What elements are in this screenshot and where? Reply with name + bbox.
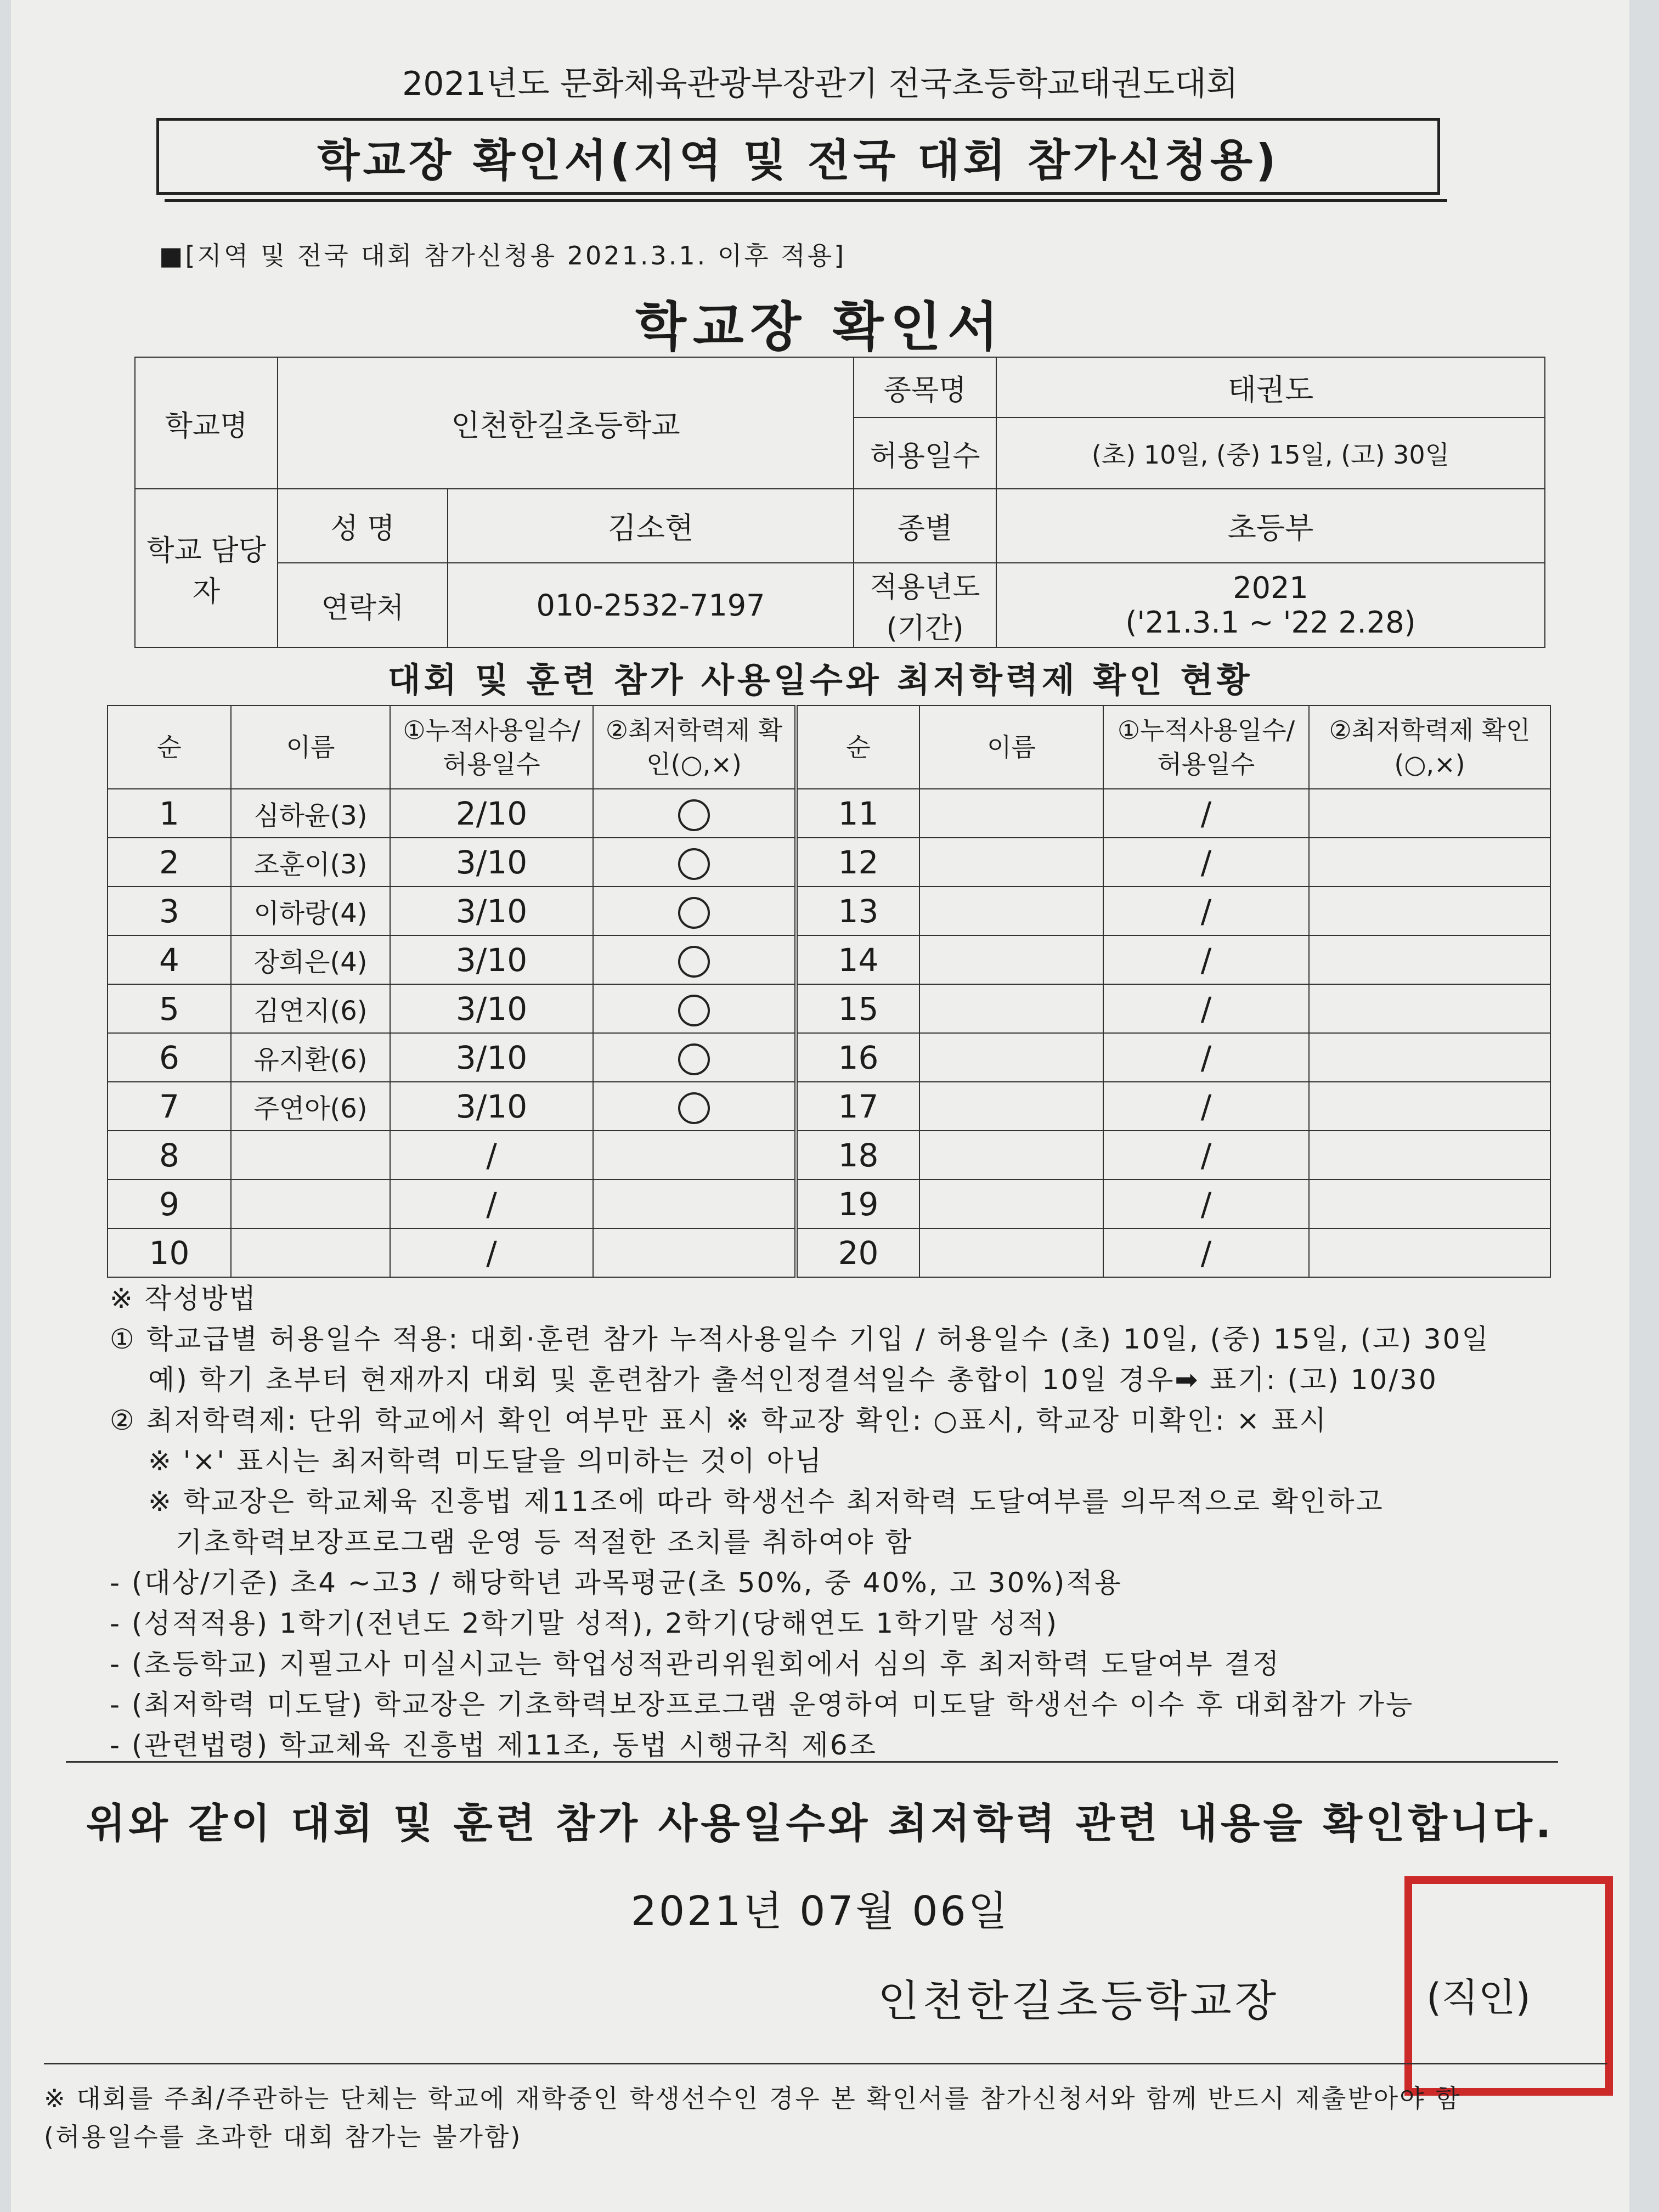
instruction-line: ② 최저학력제: 단위 학교에서 확인 여부만 표시 ※ 학교장 확인: ○표시, 학교장 미확인: × 표시 (110, 1404, 1328, 1436)
player-name (231, 1180, 390, 1228)
row-number: 15 (796, 984, 919, 1033)
header-name: 이름 (919, 706, 1103, 789)
academic-check (1309, 887, 1550, 935)
days-used: 3/10 (390, 1033, 593, 1082)
header-academic: ②최저학력제 확인(○,×) (1309, 706, 1550, 789)
days-used: / (1103, 838, 1309, 887)
footer-line: (허용일수를 초과한 대회 참가는 불가함) (44, 2122, 522, 2152)
player-name: 김연지(6) (231, 984, 390, 1033)
footer-note (44, 2079, 1462, 2156)
divider (66, 1761, 1558, 1763)
year-cell (996, 563, 1545, 647)
academic-check (593, 1131, 796, 1180)
days-used: / (390, 1180, 593, 1228)
year-value: 2021 (1233, 571, 1308, 605)
academic-check (1309, 984, 1550, 1033)
allowed-days-label: 허용일수 (854, 417, 996, 489)
player-name (231, 1228, 390, 1277)
player-name (919, 1228, 1103, 1277)
check-circle-mark (678, 946, 710, 978)
academic-check (1309, 1082, 1550, 1131)
row-number: 16 (796, 1033, 919, 1082)
instruction-line: - (대상/기준) 초4 ~고3 / 해당학년 과목평균(초 50%, 중 40%, 고 30%)적용 (110, 1567, 1122, 1599)
event-label: 종목명 (854, 357, 996, 417)
row-number: 20 (796, 1228, 919, 1277)
instruction-line: - (초등학교) 지필고사 미실시교는 학업성적관리위원회에서 심의 후 최저학력 도달여부 결정 (110, 1648, 1281, 1680)
days-used: / (1103, 1180, 1309, 1228)
table-row (108, 838, 1550, 887)
form-title: 학교장 확인서(지역 및 전국 대회 참가신청용) (317, 134, 1279, 186)
contact-label: 연락처 (278, 563, 448, 647)
instruction-line: - (성적적용) 1학기(전년도 2학기말 성적), 2학기(당해연도 1학기말 성적) (110, 1607, 1058, 1639)
academic-check (1309, 1180, 1550, 1228)
academic-check (593, 1082, 796, 1131)
days-used: 3/10 (390, 935, 593, 984)
player-name (919, 1033, 1103, 1082)
table-row (108, 789, 1550, 838)
row-number: 7 (108, 1082, 231, 1131)
header-name: 이름 (231, 706, 390, 789)
academic-check (593, 1228, 796, 1277)
player-name: 이하랑(4) (231, 887, 390, 935)
year-label: 적용년도 (기간) (854, 563, 996, 647)
divider (44, 2063, 1607, 2064)
row-number: 11 (796, 789, 919, 838)
period-value: ('21.3.1 ~ '22 2.28) (1125, 605, 1416, 640)
table-row (108, 1033, 1550, 1082)
table-row (108, 935, 1550, 984)
row-number: 18 (796, 1131, 919, 1180)
academic-check (593, 838, 796, 887)
academic-check (593, 887, 796, 935)
days-used: / (1103, 789, 1309, 838)
row-number: 1 (108, 789, 231, 838)
player-name: 주연아(6) (231, 1082, 390, 1131)
player-name (919, 1131, 1103, 1180)
table-row (108, 1228, 1550, 1277)
academic-check (1309, 1228, 1550, 1277)
header-no: 순 (796, 706, 919, 789)
instruction-line: 예) 학기 초부터 현재까지 대회 및 훈련참가 출석인정결석일수 총합이 10일 경우➡ 표기: (고) 10/30 (148, 1364, 1438, 1396)
header-days: ①누적사용일수/ 허용일수 (1103, 706, 1309, 789)
principal-name: 인천한길초등학교장 (878, 1977, 1280, 2026)
days-used: 3/10 (390, 838, 593, 887)
player-name (919, 1180, 1103, 1228)
school-value: 인천한길초등학교 (278, 357, 854, 489)
table-row (108, 1180, 1550, 1228)
header-days: ①누적사용일수/ 허용일수 (390, 706, 593, 789)
days-used: / (1103, 984, 1309, 1033)
info-table (134, 357, 1545, 648)
academic-check (593, 984, 796, 1033)
row-number: 10 (108, 1228, 231, 1277)
player-name: 조훈이(3) (231, 838, 390, 887)
table-row (108, 984, 1550, 1033)
check-circle-mark (678, 799, 710, 831)
instruction-line: ※ 학교장은 학교체육 진흥법 제11조에 따라 학생선수 최저학력 도달여부를 의무적으로 확인하고 (148, 1486, 1384, 1517)
academic-check (1309, 789, 1550, 838)
footer-line: ※ 대회를 주최/주관하는 단체는 학교에 재학중인 학생선수인 경우 본 확인서를 참가신청서와 함께 반드시 제출받아야 함 (44, 2084, 1462, 2113)
instruction-line: ※ '×' 표시는 최저학력 미도달을 의미하는 것이 아님 (148, 1445, 823, 1477)
manager-label: 학교 담당자 (135, 489, 278, 647)
confirmation-statement: 위와 같이 대회 및 훈련 참가 사용일수와 최저학력 관련 내용을 확인합니다. (86, 1800, 1555, 1847)
row-number: 14 (796, 935, 919, 984)
contest-title: 2021년도 문화체육관광부장관기 전국초등학교태권도대회 (402, 65, 1238, 103)
table-row (108, 1131, 1550, 1180)
academic-check (1309, 1033, 1550, 1082)
check-circle-mark (678, 897, 710, 929)
row-number: 9 (108, 1180, 231, 1228)
academic-check (593, 935, 796, 984)
applicability-note: ■[지역 및 전국 대회 참가신청용 2021.3.1. 이후 적용] (159, 241, 847, 270)
instruction-line: ① 학교급별 허용일수 적용: 대회·훈련 참가 누적사용일수 기입 / 허용일수 (초) 10일, (중) 15일, (고) 30일 (110, 1323, 1490, 1355)
player-name: 유지환(6) (231, 1033, 390, 1082)
check-circle-mark (678, 848, 710, 880)
days-used: 3/10 (390, 887, 593, 935)
player-name (919, 838, 1103, 887)
academic-check (593, 1033, 796, 1082)
player-name (919, 789, 1103, 838)
instructions-heading: ※ 작성방법 (110, 1283, 257, 1314)
instructions (110, 1278, 1547, 1765)
player-name (919, 984, 1103, 1033)
days-used: / (1103, 935, 1309, 984)
days-used: 3/10 (390, 984, 593, 1033)
school-label: 학교명 (135, 357, 278, 489)
player-name: 심하윤(3) (231, 789, 390, 838)
issue-date: 2021년 07월 06일 (630, 1888, 1010, 1935)
table-row (108, 887, 1550, 935)
row-number: 5 (108, 984, 231, 1033)
days-used: 2/10 (390, 789, 593, 838)
table-row (108, 1082, 1550, 1131)
allowed-days-value: (초) 10일, (중) 15일, (고) 30일 (996, 417, 1545, 489)
division-label: 종별 (854, 489, 996, 563)
row-number: 3 (108, 887, 231, 935)
player-name (231, 1131, 390, 1180)
player-name (919, 887, 1103, 935)
days-used: / (390, 1131, 593, 1180)
document-page (11, 0, 1629, 2212)
seal-label: (직인) (1426, 1975, 1531, 2020)
row-number: 19 (796, 1180, 919, 1228)
academic-check (1309, 838, 1550, 887)
row-number: 2 (108, 838, 231, 887)
academic-check (1309, 1131, 1550, 1180)
name-value: 김소현 (448, 489, 854, 563)
days-used: / (1103, 1131, 1309, 1180)
header-no: 순 (108, 706, 231, 789)
instruction-line: 기초학력보장프로그램 운영 등 적절한 조치를 취하여야 함 (176, 1526, 913, 1558)
page-title: 학교장 확인서 (635, 296, 1005, 358)
check-circle-mark (678, 1092, 710, 1124)
roster-section-title: 대회 및 훈련 참가 사용일수와 최저학력제 확인 현황 (387, 660, 1253, 700)
days-used: / (1103, 1033, 1309, 1082)
player-name: 장희은(4) (231, 935, 390, 984)
player-name (919, 935, 1103, 984)
event-value: 태권도 (996, 357, 1545, 417)
instruction-line: - (관련법령) 학교체육 진흥법 제11조, 동법 시행규칙 제6조 (110, 1729, 877, 1761)
row-number: 8 (108, 1131, 231, 1180)
academic-check (1309, 935, 1550, 984)
form-title-box (156, 118, 1440, 195)
academic-check (593, 789, 796, 838)
days-used: 3/10 (390, 1082, 593, 1131)
roster-table (107, 705, 1551, 1278)
row-number: 13 (796, 887, 919, 935)
check-circle-mark (678, 1043, 710, 1075)
days-used: / (1103, 1228, 1309, 1277)
contact-value: 010-2532-7197 (448, 563, 854, 647)
name-label: 성 명 (278, 489, 448, 563)
header-academic: ②최저학력제 확인(○,×) (593, 706, 796, 789)
player-name (919, 1082, 1103, 1131)
academic-check (593, 1180, 796, 1228)
instruction-line: - (최저학력 미도달) 학교장은 기초학력보장프로그램 운영하여 미도달 학생선수 이수 후 대회참가 가능 (110, 1689, 1414, 1720)
days-used: / (1103, 1082, 1309, 1131)
row-number: 6 (108, 1033, 231, 1082)
row-number: 12 (796, 838, 919, 887)
days-used: / (1103, 887, 1309, 935)
check-circle-mark (678, 995, 710, 1026)
division-value: 초등부 (996, 489, 1545, 563)
row-number: 4 (108, 935, 231, 984)
days-used: / (390, 1228, 593, 1277)
row-number: 17 (796, 1082, 919, 1131)
